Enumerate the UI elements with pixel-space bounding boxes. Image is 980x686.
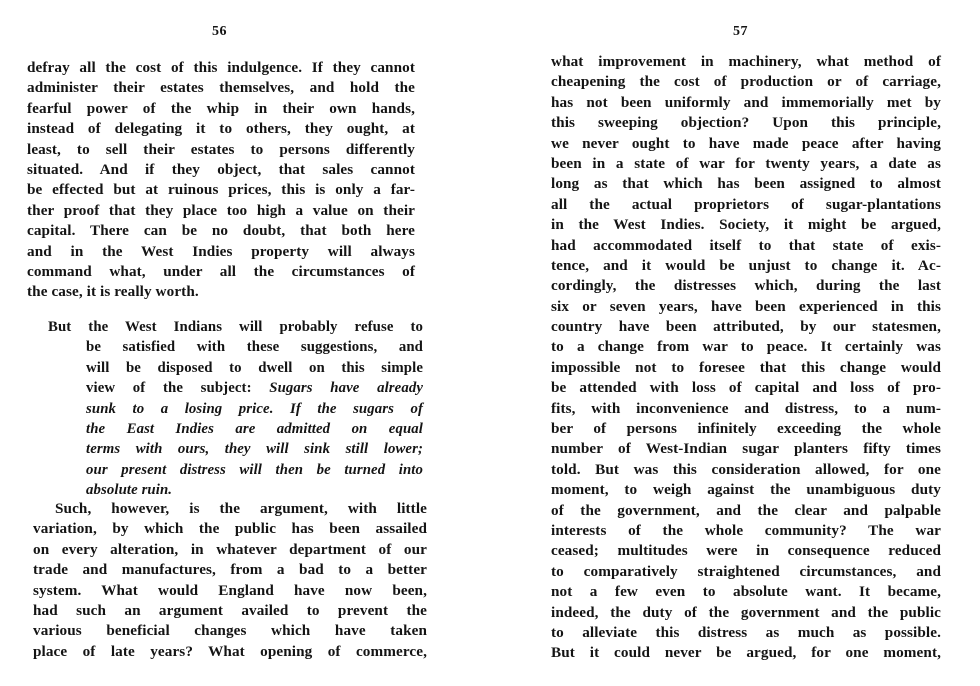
quote-line: our present distress will then be turned into — [86, 461, 423, 478]
text-line: number of West-Indian sugar planters fifty times — [551, 440, 941, 458]
text-line: Such, however, is the argument, with little — [55, 500, 427, 517]
quote-text: view of the subject: — [86, 380, 270, 397]
quote-line — [86, 378, 423, 398]
right-page-text — [551, 52, 941, 664]
text-line: all the actual proprietors of sugar-plantations — [551, 195, 941, 213]
page-number-left: 56 — [212, 24, 227, 39]
text-line: fearful power of the whip in their own hands, — [27, 99, 415, 117]
text-line: had such an argument availed to prevent the — [33, 601, 427, 619]
text-line: be effected but at ruinous prices, this is only a far- — [27, 181, 415, 199]
text-line: interests of the whole community? The war — [551, 521, 941, 539]
text-line: on every alteration, in whatever department of our — [33, 540, 427, 558]
text-line: ber of persons infinitely exceeding the whole — [551, 420, 941, 438]
quote-line: will be disposed to dwell on this simple — [86, 359, 423, 376]
text-line: in the West Indies. Society, it might be argued, — [551, 216, 941, 234]
text-line: command what, under all the circumstances of — [27, 262, 415, 280]
right-page — [490, 0, 980, 686]
quote-line: the East Indies are admitted on equal — [86, 420, 423, 437]
left-page — [0, 0, 470, 686]
quote-line: sunk to a losing price. If the sugars of — [86, 400, 423, 417]
text-line: place of late years? What opening of commerce, — [33, 642, 427, 660]
text-line: told. But was this consideration allowed, for one — [551, 460, 941, 478]
text-line: tence, and it would be unjust to change it. Ac- — [551, 256, 941, 274]
paragraph-1 — [27, 58, 415, 303]
text-line: variation, by which the public has been assailed — [33, 520, 427, 538]
text-line: capital. There can be no doubt, that both here — [27, 222, 415, 240]
text-line: to alleviate this distress as much as possible. — [551, 623, 941, 641]
paragraph-2 — [33, 499, 427, 662]
quote-line: terms with ours, they will sink still lower; — [86, 441, 423, 458]
text-line: the case, it is really worth. — [27, 283, 199, 301]
text-line: six or seven years, have been experienced in this — [551, 297, 941, 315]
text-line: administer their estates themselves, and hold the — [27, 79, 415, 97]
text-line: not a few even to absolute want. It became, — [551, 583, 941, 601]
text-line: cordingly, the distresses which, during the last — [551, 277, 941, 295]
block-quote — [48, 317, 423, 501]
text-line: has not been uniformly and immemorially met by — [551, 93, 941, 111]
text-line: situated. And if they object, that sales cannot — [27, 160, 415, 178]
text-line: moment, to weigh against the unambiguous duty — [551, 481, 941, 499]
quote-italic-text: Sugars have already — [269, 380, 423, 397]
text-line: country have been attributed, by our statesmen, — [551, 318, 941, 336]
text-line: fits, with inconvenience and distress, to a num- — [551, 399, 941, 417]
text-line: to a change from war to peace. It certainly was — [551, 338, 941, 356]
text-line: we never ought to have made peace after having — [551, 134, 941, 152]
text-line: this sweeping objection? Upon this principle, — [551, 114, 941, 132]
text-line: been in a state of war for twenty years, a date as — [551, 154, 941, 172]
text-line: instead of delegating it to others, they ought, at — [27, 120, 415, 138]
text-line: various beneficial changes which have taken — [33, 622, 427, 640]
text-line: had accommodated itself to that state of exis- — [551, 236, 941, 254]
quote-line: But the West Indians will probably refuse to — [48, 319, 423, 335]
text-line: system. What would England have now been, — [33, 581, 427, 599]
text-line: trade and manufactures, from a bad to a better — [33, 561, 427, 579]
quote-line: absolute ruin. — [86, 482, 173, 499]
text-line: to comparatively straightened circumstances, and — [551, 562, 941, 580]
text-line: long as that which has been assigned to almost — [551, 175, 941, 193]
text-line: and in the West Indies property will always — [27, 242, 415, 260]
text-line: be attended with loss of capital and loss of pro- — [551, 379, 941, 397]
text-line: what improvement in machinery, what method of — [551, 53, 941, 70]
text-line: least, to sell their estates to persons differently — [27, 140, 415, 158]
text-line: indeed, the duty of the government and the public — [551, 603, 941, 621]
quote-line: be satisfied with these suggestions, and — [86, 339, 423, 356]
page-number-right: 57 — [733, 24, 748, 39]
text-line: ther proof that they place too high a value on their — [27, 201, 415, 219]
text-line: But it could never be argued, for one moment, — [551, 644, 941, 662]
text-line: ceased; multitudes were in consequence reduced — [551, 542, 941, 560]
text-line: impossible not to foresee that this change would — [551, 358, 941, 376]
text-line: defray all the cost of this indulgence. If they cannot — [27, 59, 415, 76]
text-line: cheapening the cost of production or of carriage, — [551, 73, 941, 91]
text-line: of the government, and the clear and palpable — [551, 501, 941, 519]
